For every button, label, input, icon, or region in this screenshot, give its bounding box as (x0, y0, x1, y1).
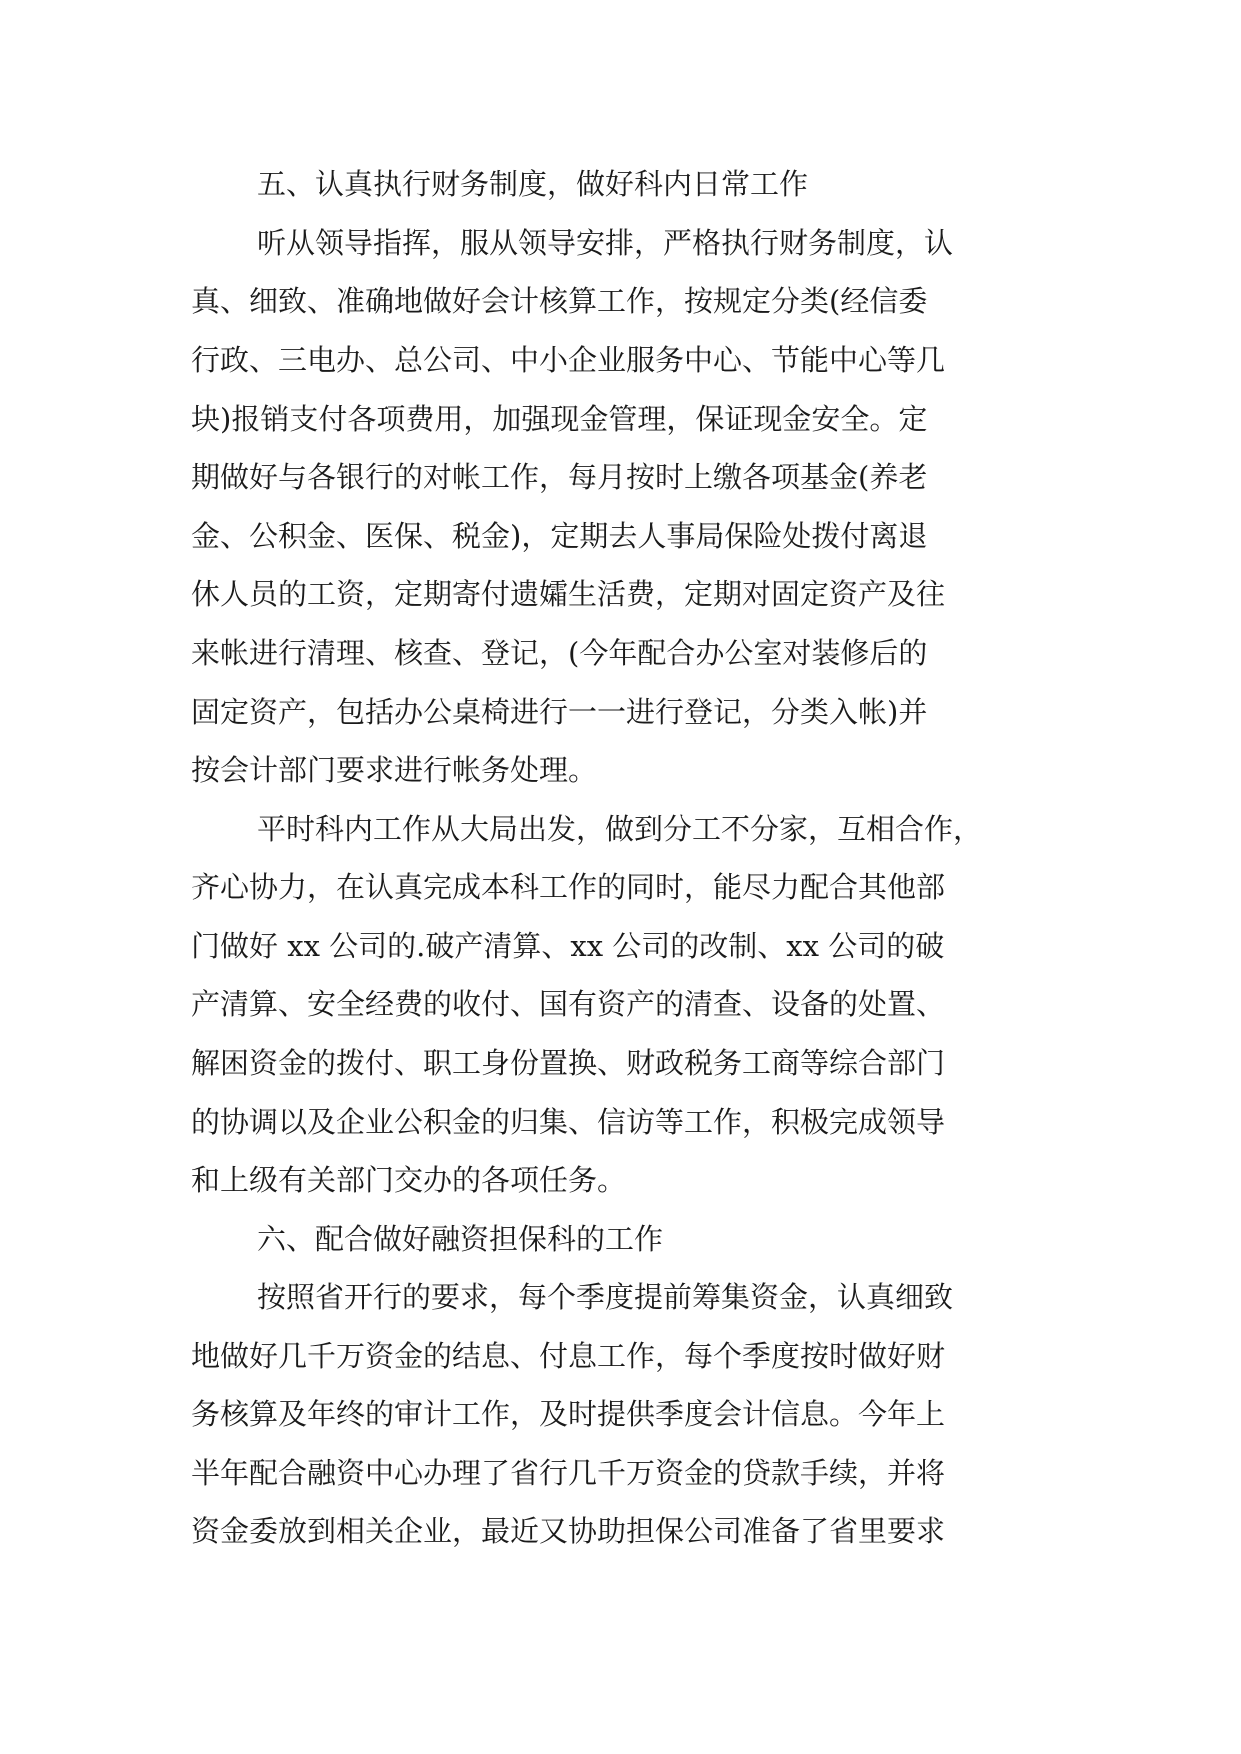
paragraph-line: 行政、三电办、总公司、中小企业服务中心、节能中心等几 (191, 343, 946, 377)
paragraph-line: 资金委放到相关企业，最近又协助担保公司准备了省里要求 (191, 1514, 946, 1548)
paragraph-line: 休人员的工资，定期寄付遗孀生活费，定期对固定资产及往 (191, 577, 946, 611)
paragraph-line: 半年配合融资中心办理了省行几千万资金的贷款手续，并将 (191, 1456, 946, 1490)
paragraph-line: 块)报销支付各项费用，加强现金管理，保证现金安全。定 (191, 402, 928, 436)
paragraph-line: 按会计部门要求进行帐务处理。 (191, 753, 598, 787)
paragraph-line: 固定资产，包括办公桌椅进行一一进行登记，分类入帐)并 (191, 695, 928, 729)
paragraph-line: 齐心协力，在认真完成本科工作的同时，能尽力配合其他部 (191, 870, 946, 904)
paragraph-line: 地做好几千万资金的结息、付息工作，每个季度按时做好财 (191, 1339, 946, 1373)
paragraph-line: 听从领导指挥，服从领导安排，严格执行财务制度，认 (257, 226, 954, 260)
paragraph-line: 产清算、安全经费的收付、国有资产的清查、设备的处置、 (191, 987, 946, 1021)
paragraph-line: 真、细致、准确地做好会计核算工作，按规定分类(经信委 (191, 284, 928, 318)
paragraph-line: 来帐进行清理、核查、登记，(今年配合办公室对装修后的 (191, 636, 928, 670)
paragraph-line: 平时科内工作从大局出发，做到分工不分家，互相合作， (257, 812, 983, 846)
paragraph-line: 金、公积金、医保、税金)，定期去人事局保险处拨付离退 (191, 519, 928, 553)
paragraph-line: 和上级有关部门交办的各项任务。 (191, 1163, 627, 1197)
paragraph-line: 务核算及年终的审计工作，及时提供季度会计信息。今年上 (191, 1397, 946, 1431)
paragraph-line: 按照省开行的要求，每个季度提前筹集资金，认真细致 (257, 1280, 954, 1314)
paragraph-line: 门做好 xx 公司的.破产清算、xx 公司的改制、xx 公司的破 (191, 929, 945, 963)
paragraph-line: 的协调以及企业公积金的归集、信访等工作，积极完成领导 (191, 1105, 946, 1139)
section-heading-5: 五、认真执行财务制度，做好科内日常工作 (257, 167, 809, 201)
section-heading-6: 六、配合做好融资担保科的工作 (257, 1222, 664, 1256)
paragraph-line: 期做好与各银行的对帐工作，每月按时上缴各项基金(养老 (191, 460, 928, 494)
paragraph-line: 解困资金的拨付、职工身份置换、财政税务工商等综合部门 (191, 1046, 946, 1080)
